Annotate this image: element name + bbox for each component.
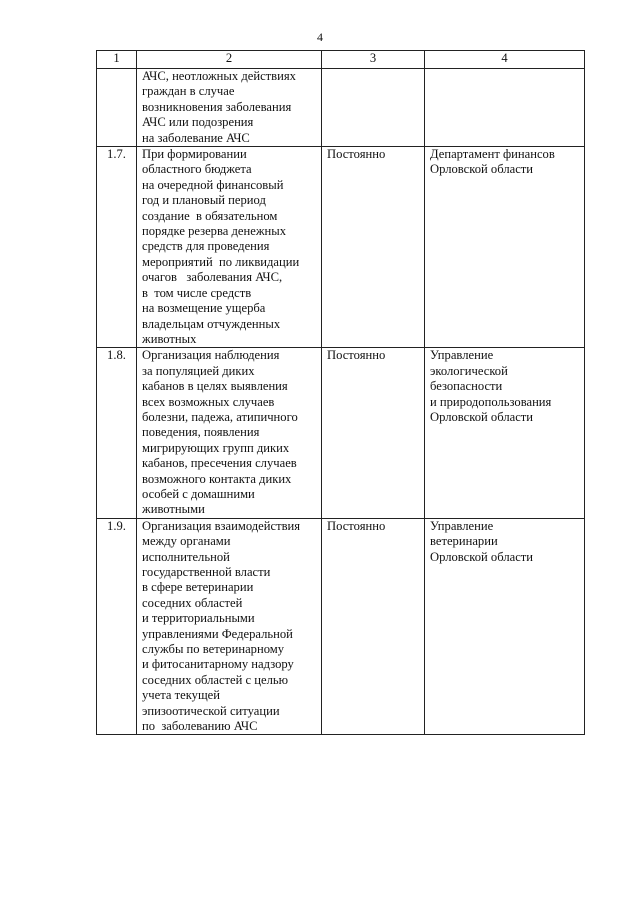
- row-number: [97, 69, 137, 147]
- measure-description-line: областного бюджета: [142, 162, 252, 177]
- measure-description-line: в том числе средств: [142, 285, 252, 300]
- measure-description-line: возникновения заболевания: [142, 99, 292, 114]
- responsible-party-cell: [425, 518, 585, 735]
- measure-description-line: год и плановый период: [142, 193, 266, 208]
- measure-description-cell: [137, 147, 322, 348]
- measure-description-line: очагов заболевания АЧС,: [142, 270, 283, 285]
- measure-description-line: животных: [142, 331, 197, 346]
- measure-description-line: всех возможных случаев: [142, 394, 275, 409]
- measure-description-line: владельцам отчужденных: [142, 316, 281, 331]
- measure-description-line: исполнительной: [142, 549, 230, 564]
- measure-description-line: эпизоотической ситуации: [142, 703, 280, 718]
- column-header-1: 1: [97, 51, 137, 69]
- measure-description-line: АЧС, неотложных действиях: [142, 69, 296, 83]
- measure-description-line: возможного контакта диких: [142, 471, 292, 486]
- table-body: [97, 69, 585, 735]
- measure-description-line: порядке резерва денежных: [142, 224, 287, 239]
- measure-description-line: создание в обязательном: [142, 208, 278, 223]
- responsible-party-cell: [425, 69, 585, 147]
- responsible-party-line: Управление: [430, 348, 494, 363]
- responsible-party-line: экологической: [430, 363, 508, 378]
- responsible-party-line: безопасности: [430, 379, 503, 394]
- measure-description-line: животными: [142, 502, 205, 517]
- deadline-cell: [322, 518, 425, 735]
- measure-description-cell: [137, 518, 322, 735]
- row-number: 1.9.: [97, 518, 137, 735]
- measure-description-line: средств для проведения: [142, 239, 270, 254]
- deadline-line: Постоянно: [327, 147, 386, 162]
- measure-description-line: соседних областей: [142, 595, 243, 610]
- measure-description-line: по заболеванию АЧС: [142, 719, 258, 734]
- column-header-2: 2: [137, 51, 322, 69]
- measure-description-line: и фитосанитарному надзору: [142, 657, 294, 672]
- measure-description-line: между органами: [142, 534, 231, 549]
- table-row: [97, 518, 585, 735]
- responsible-party-line: Орловской области: [430, 409, 534, 424]
- responsible-party-cell: [425, 147, 585, 348]
- table-header: [97, 51, 585, 69]
- table-row: [97, 147, 585, 348]
- measure-description-line: граждан в случае: [142, 84, 235, 99]
- measure-description-line: учета текущей: [142, 688, 220, 703]
- measure-description-line: При формировании: [142, 147, 247, 162]
- measure-description-line: за популяцией диких: [142, 363, 255, 378]
- deadline-cell: [322, 147, 425, 348]
- column-header-3: 3: [322, 51, 425, 69]
- measure-description-line: кабанов в целях выявления: [142, 379, 288, 394]
- measure-description-cell: [137, 348, 322, 518]
- measure-description-line: управлениями Федеральной: [142, 626, 293, 641]
- measure-description-line: АЧС или подозрения: [142, 115, 254, 130]
- responsible-party-line: и природопользования: [430, 394, 552, 409]
- page-number: 4: [317, 30, 323, 44]
- measure-description-line: на заболевание АЧС: [142, 130, 250, 145]
- deadline-line: Постоянно: [327, 348, 386, 363]
- responsible-party-cell: [425, 348, 585, 518]
- measure-description-line: Организация взаимодействия: [142, 518, 301, 533]
- responsible-party-line: Управление: [430, 518, 494, 533]
- responsible-party-line: Орловской области: [430, 162, 534, 177]
- measure-description-line: особей с домашними: [142, 486, 255, 501]
- deadline-cell: [322, 348, 425, 518]
- deadline-line: Постоянно: [327, 518, 386, 533]
- measure-description-line: соседних областей с целью: [142, 672, 289, 687]
- measure-description-line: Организация наблюдения: [142, 348, 280, 363]
- measure-description-line: кабанов, пресечения случаев: [142, 456, 297, 471]
- measure-description-line: и территориальными: [142, 611, 255, 626]
- measures-table: [96, 50, 585, 735]
- row-number: 1.8.: [97, 348, 137, 518]
- header-row: [97, 51, 585, 69]
- table-row: [97, 69, 585, 147]
- measure-description-cell: [137, 69, 322, 147]
- measure-description-line: поведения, появления: [142, 425, 260, 440]
- measure-description-line: на возмещение ущерба: [142, 301, 266, 316]
- measure-description-line: службы по ветеринарному: [142, 642, 285, 657]
- measure-description-line: на очередной финансовый: [142, 177, 284, 192]
- responsible-party-line: Орловской области: [430, 549, 534, 564]
- responsible-party-line: ветеринарии: [430, 534, 498, 549]
- row-number: 1.7.: [97, 147, 137, 348]
- measure-description-line: в сфере ветеринарии: [142, 580, 254, 595]
- measure-description-line: государственной власти: [142, 565, 271, 579]
- table-row: [97, 348, 585, 518]
- measure-description-line: мигрирующих групп диких: [142, 440, 290, 455]
- responsible-party-line: Департамент финансов: [430, 147, 555, 162]
- column-header-4: 4: [425, 51, 585, 69]
- measure-description-line: мероприятий по ликвидации: [142, 254, 300, 269]
- deadline-cell: [322, 69, 425, 147]
- measure-description-line: болезни, падежа, атипичного: [142, 409, 298, 424]
